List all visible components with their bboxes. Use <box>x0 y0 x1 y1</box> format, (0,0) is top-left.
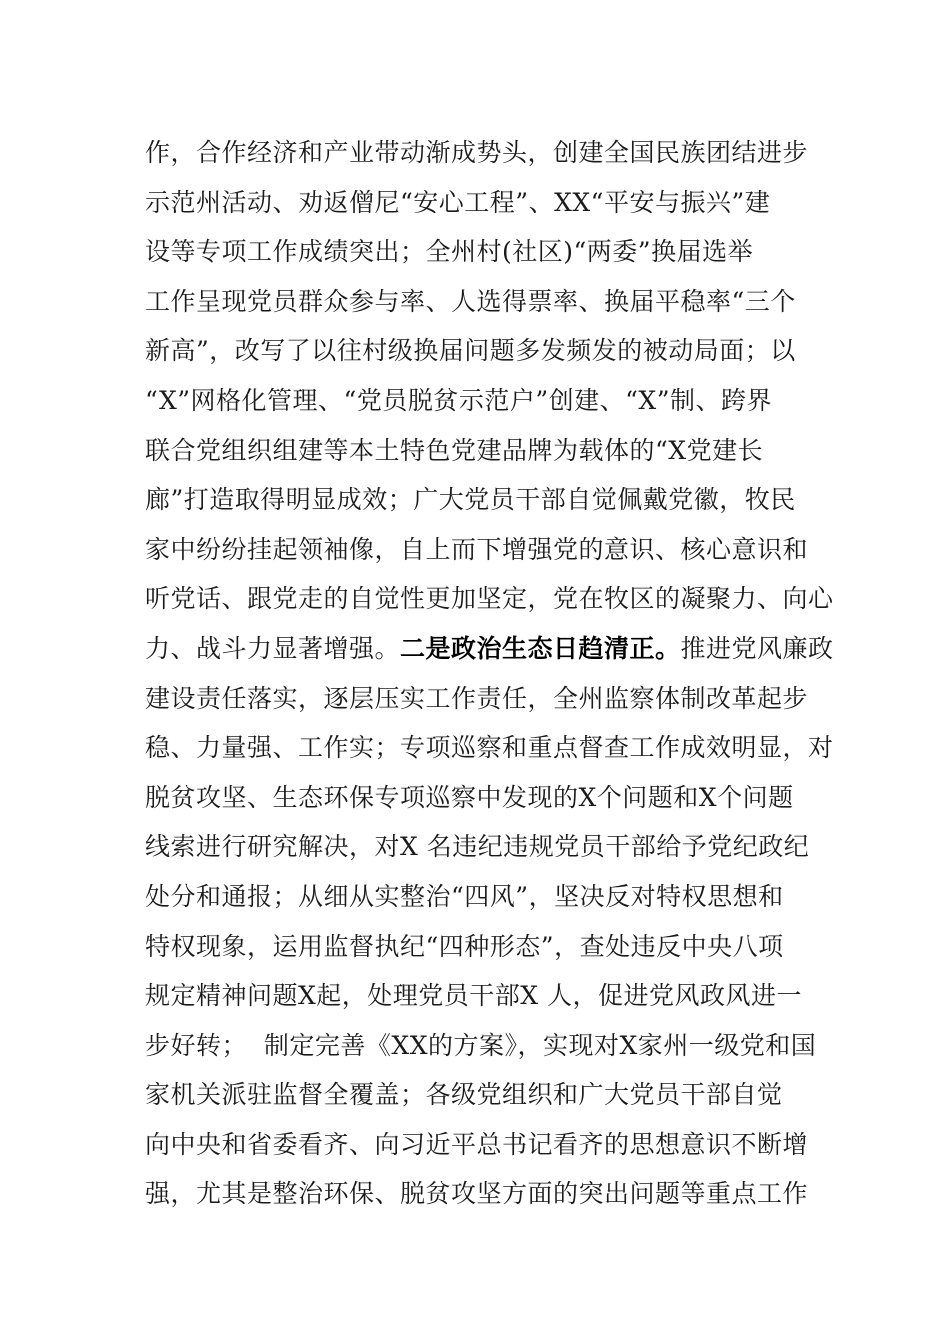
paragraph-line <box>145 723 834 773</box>
paragraph-line <box>145 971 815 1021</box>
line-text: 新高”，改写了以往村级换届问题多发频发的被动局面；以 <box>145 336 796 366</box>
paragraph-line <box>145 277 815 327</box>
paragraph-line <box>145 822 815 872</box>
paragraph-line <box>145 624 834 674</box>
paragraph-line <box>145 773 815 823</box>
paragraph-line <box>145 574 834 624</box>
paragraph-line <box>145 475 815 525</box>
line-text: 推进党风廉政 <box>680 633 834 663</box>
line-text: 联合党组织组建等本土特色党建品牌为载体的“X党建长 <box>145 435 764 465</box>
paragraph-line <box>145 1169 815 1219</box>
paragraph-line <box>145 872 815 922</box>
bold-heading-text: 二是政治生态日趋清正。 <box>400 633 681 663</box>
paragraph-line <box>145 525 815 575</box>
body-text <box>145 128 834 1219</box>
paragraph-line <box>145 426 815 476</box>
line-text: 特权现象，运用监督执纪“四种形态”，查处违反中央八项 <box>145 931 784 961</box>
paragraph-line <box>145 1120 815 1170</box>
paragraph-line <box>145 178 815 228</box>
line-text: 工作呈现党员群众参与率、人选得票率、换届平稳率“三个 <box>145 286 796 316</box>
line-text: 听党话、跟党走的自觉性更加坚定，党在牧区的凝聚力、向心 <box>145 584 834 614</box>
line-text: 家中纷纷挂起领袖像，自上而下增强党的意识、核心意识和 <box>145 534 809 564</box>
line-text: 稳、力量强、工作实；专项巡察和重点督查工作成效明显，对 <box>145 733 834 763</box>
line-text: 力、战斗力显著增强。 <box>145 633 401 663</box>
line-text: 作，合作经济和产业带动渐成势头，创建全国民族团结进步 <box>145 138 809 167</box>
line-text: 步好转； 制定完善《XX的方案》，实现对X家州一级党和国 <box>145 1030 817 1060</box>
line-text: 家机关派驻监督全覆盖；各级党组织和广大党员干部自觉 <box>145 1080 783 1110</box>
line-text: 设等专项工作成绩突出；全州村(社区)“两委”换届选举 <box>145 237 754 267</box>
line-text: “X”网格化管理、“党员脱贫示范户”创建、“X”制、跨界 <box>145 385 772 415</box>
paragraph-line <box>145 1070 815 1120</box>
paragraph-line <box>145 128 815 178</box>
line-text: 处分和通报；从细从实整治“四风”，坚决反对特权思想和 <box>145 881 784 911</box>
line-text: 规定精神问题X起，处理党员干部X 人，促进党风政风进一 <box>145 981 803 1011</box>
line-text: 线索进行研究解决，对X 名违纪违规党员干部给予党纪政纪 <box>145 832 810 862</box>
line-text: 向中央和省委看齐、向习近平总书记看齐的思想意识不断增 <box>145 1129 809 1159</box>
paragraph-line <box>145 1021 815 1071</box>
paragraph-line <box>145 227 815 277</box>
line-text: 脱贫攻坚、生态环保专项巡察中发现的X个问题和X个问题 <box>145 782 794 812</box>
line-text: 强，尤其是整治环保、脱贫攻坚方面的突出问题等重点工作 <box>145 1179 809 1209</box>
line-text: 示范州活动、劝返僧尼“安心工程”、XX“平安与振兴”建 <box>145 187 771 217</box>
line-text: 建设责任落实，逐层压实工作责任，全州监察体制改革起步 <box>145 683 809 713</box>
line-text: 廊”打造取得明显成效；广大党员干部自觉佩戴党徽，牧民 <box>145 485 796 515</box>
paragraph-line <box>145 674 815 724</box>
paragraph-line <box>145 922 815 972</box>
paragraph-line <box>145 376 815 426</box>
paragraph-line <box>145 326 815 376</box>
